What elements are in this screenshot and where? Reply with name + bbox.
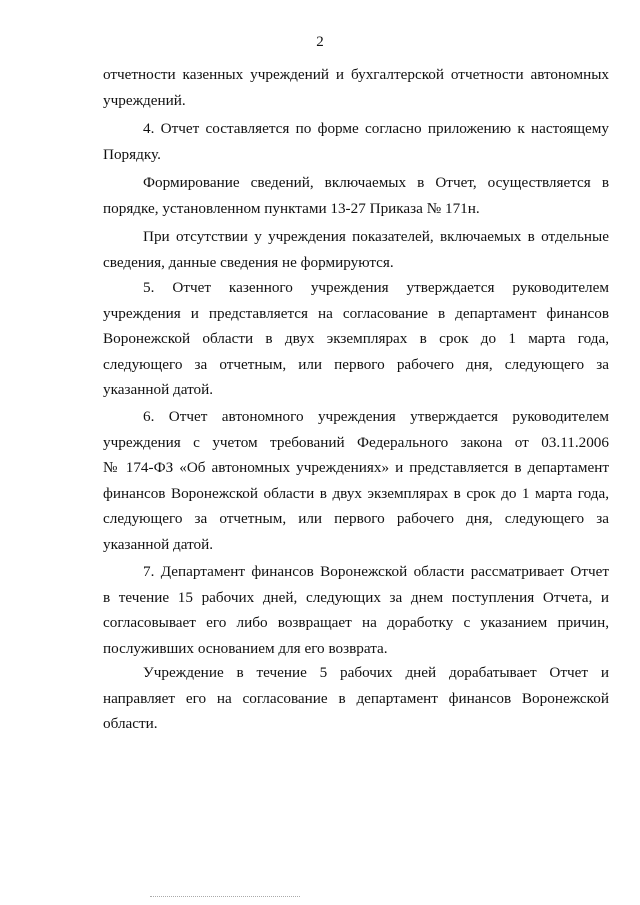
- text-line: учреждений.: [103, 91, 186, 109]
- paragraph-forming-info: [103, 170, 609, 221]
- text-line: сведения, данные сведения не формируются.: [103, 253, 394, 271]
- text-line: 6. Отчет автономного учреждения утверждается руководителем: [143, 408, 609, 425]
- text-line: 5. Отчет казенного учреждения утверждается руководителем: [143, 279, 609, 296]
- text-line: указанной датой.: [103, 381, 214, 398]
- text-line: порядке, установленном пунктами 13-27 Приказа № 171н.: [103, 199, 480, 217]
- paragraph-rework: [103, 660, 609, 737]
- text-line: следующего за отчетным, или первого рабочего дня, следующего за: [103, 355, 609, 373]
- text-line: указанной датой.: [103, 535, 214, 553]
- text-line: Формирование сведений, включаемых в Отчет, осуществляется в: [143, 174, 609, 191]
- text-line: При отсутствии у учреждения показателей, включаемых в отдельные: [143, 228, 609, 245]
- text-line: следующего за отчетным, или первого рабочего дня, следующего за: [103, 510, 609, 527]
- paragraph-item-4: [103, 116, 609, 167]
- text-line: Порядку.: [103, 145, 161, 163]
- text-line: отчетности казенных учреждений и бухгалтерской отчетности автономных: [103, 66, 609, 83]
- paragraph-item-7: [103, 559, 609, 661]
- text-line: 4. Отчет составляется по форме согласно приложению к настоящему: [143, 120, 609, 137]
- page-number: 2: [316, 34, 324, 50]
- text-line: области.: [103, 715, 158, 732]
- text-line: учреждения и представляется на согласование в департамент финансов: [103, 304, 609, 322]
- text-line: Учреждение в течение 5 рабочих дней дорабатывает Отчет и: [143, 664, 609, 681]
- text-line: 7. Департамент финансов Воронежской области рассматривает Отчет: [143, 563, 609, 580]
- paragraph-item-6: [103, 404, 609, 557]
- text-line: финансов Воронежской области в двух экземплярах в срок до 1 марта года,: [103, 484, 609, 502]
- text-line: в течение 15 рабочих дней, следующих за днем поступления Отчета, и: [103, 588, 609, 606]
- text-line: направляет его на согласование в департамент финансов Воронежской: [103, 689, 609, 707]
- paragraph-continuation: [103, 62, 609, 113]
- text-line: согласовывает его либо возвращает на доработку с указанием причин,: [103, 614, 609, 631]
- paragraph-absence: [103, 224, 609, 275]
- text-line: учреждения с учетом требований Федерального закона от 03.11.2006: [103, 433, 609, 451]
- text-line: послуживших основанием для его возврата.: [103, 639, 388, 657]
- text-line: Воронежской области в двух экземплярах в срок до 1 марта года,: [103, 330, 609, 347]
- paragraph-item-5: [103, 275, 609, 403]
- bottom-scan-artifact: [150, 896, 300, 897]
- text-line: № 174-ФЗ «Об автономных учреждениях» и представляется в департамент: [103, 459, 609, 476]
